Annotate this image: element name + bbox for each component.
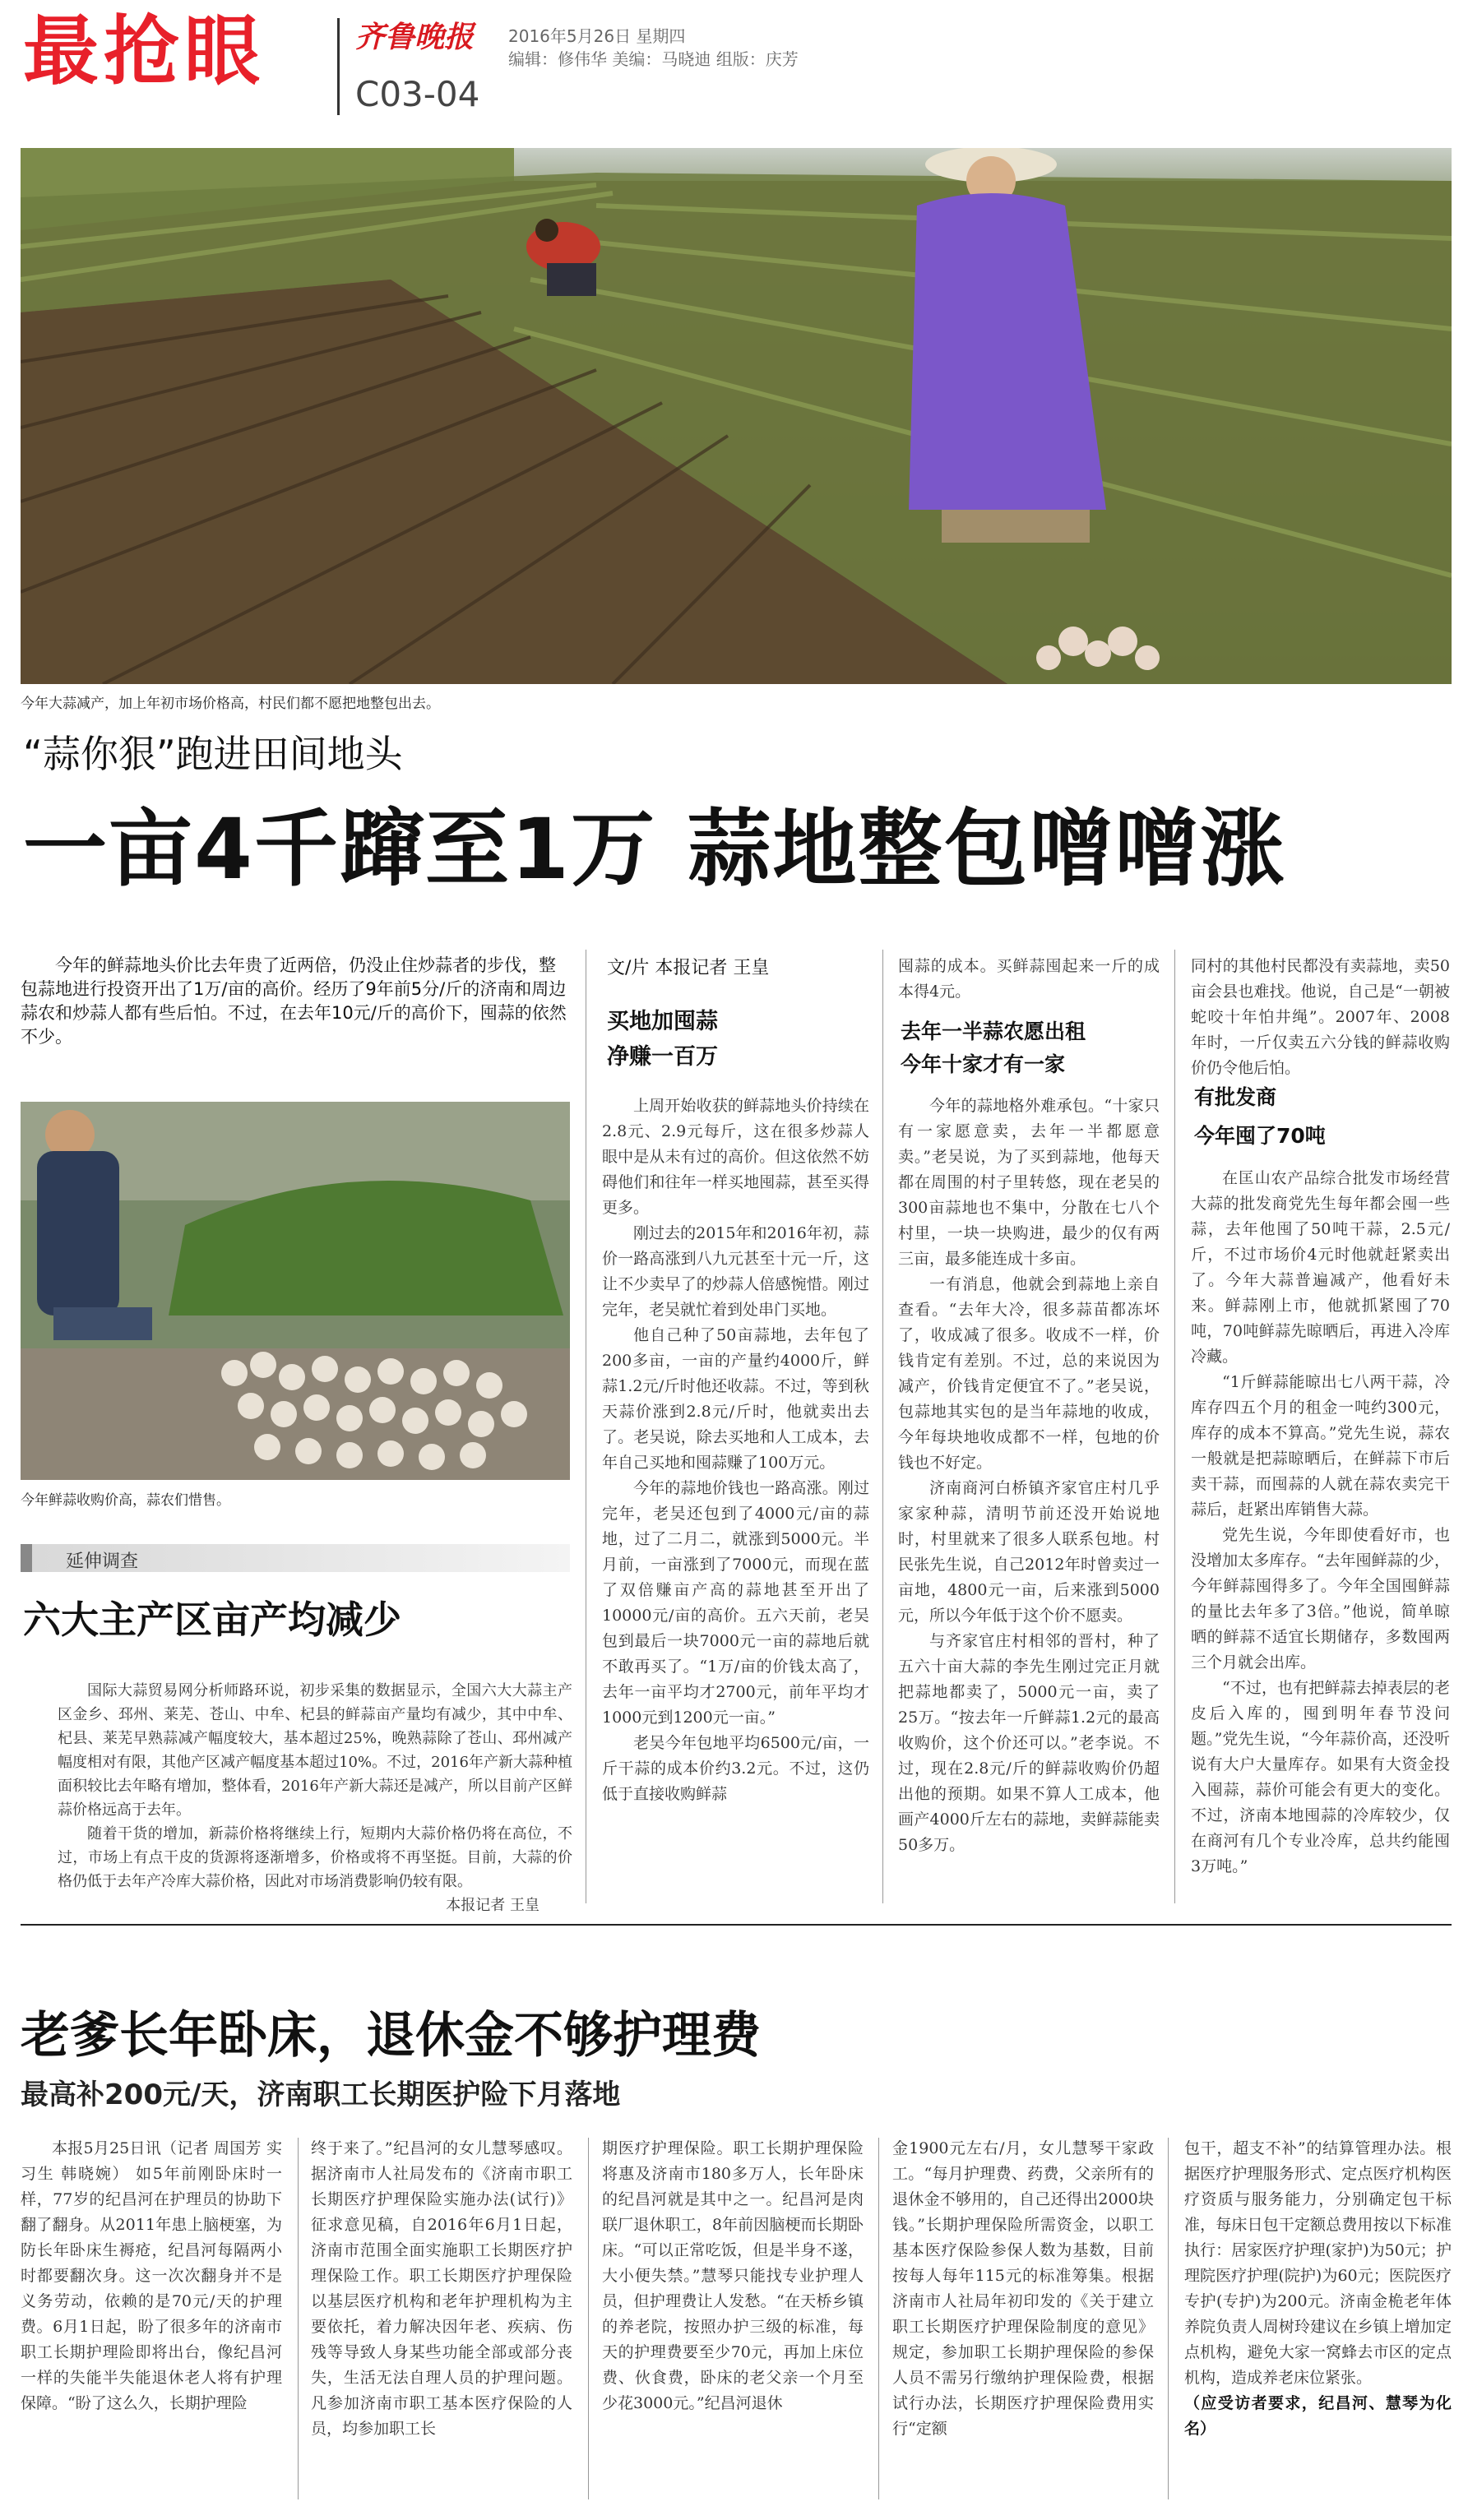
column-3-body [1191, 1166, 1450, 1906]
kicker: “蒜你狠”跑进田间地头 [23, 732, 403, 776]
pseudonym-note: （应受访者要求，纪昌河、慧琴为化名） [1184, 2394, 1452, 2438]
header-divider [337, 18, 340, 115]
issue-date: 2016年5月26日 星期四 [508, 26, 686, 46]
farmer-illustration [21, 1102, 570, 1480]
subhead-3b: 今年囤了70吨 [1194, 1124, 1326, 1148]
subhead-3: 有批发商 [1194, 1085, 1277, 1109]
paragraph: 囤蒜的成本。买鲜蒜囤起来一斤的成本得4元。 [898, 957, 1160, 1001]
newspaper-logo: 齐鲁晚报 [355, 20, 475, 54]
editor-credits: 编辑：修伟华 美编：马晓迪 组版：庆芳 [508, 49, 799, 69]
main-photo-garlic-field [21, 148, 1452, 684]
paragraph: 本报5月25日讯（记者 周国芳 实习生 韩晓婉） 如5年前刚卧床时一样，77岁的纪昌河在护理员的协助下翻了翻身。从2011年患上脑梗塞，为防长年卧床生褥疮，纪昌河每隔两小时都要翻次身。这一次次翻身并不是义务劳动，依赖的是70元/天的护理费。6月1日起，盼了很多年的济南市职工长期护理险即将出台，像纪昌河一样的失能半失能退休老人将有护理保障。“盼了这么久，长期护理险 [21, 2139, 282, 2412]
paragraph: 在匡山农产品综合批发市场经营大蒜的批发商党先生每年都会囤一些蒜，去年他囤了50吨干蒜，2.5元/斤，不过市场价4元时他就赶紧卖出了。今年大蒜普遍减产，他看好未来。鲜蒜刚上市，他就抓紧囤了70吨，70吨鲜蒜先晾晒后，再进入冷库冷藏。 [1191, 1169, 1450, 1366]
paragraph: “1斤鲜蒜能晾出七八两干蒜，冷库存四五个月的租金一吨约300元，库存的成本不算高。”党先生说，蒜农一般就是把蒜晾晒后，在鲜蒜下市后卖干蒜，而囤蒜的人就在蒜农卖完干蒜后，赶紧出库销售大蒜。 [1191, 1373, 1450, 1519]
column-rule [298, 2138, 299, 2499]
second-column-3 [602, 2136, 864, 2498]
subhead-1: 买地加囤蒜 [607, 1009, 718, 1034]
paragraph: 今年的蒜地价钱也一路高涨。刚过完年，老吴还包到了4000元/亩的蒜地，过了二月二，就涨到5000元。半月前，一亩涨到了7000元，而现在蓝了双倍赚亩产高的蒜地甚至开出了10000元/亩的高价。五六天前，老吴包到最后一块7000元一亩的蒜地后就不敢再买了。“1万/亩的价钱太高了，去年一亩平均才2700元，前年平均才1000元到1200元一亩。” [602, 1479, 869, 1727]
field-illustration [21, 148, 1452, 684]
column-rule [1168, 2138, 1169, 2499]
side-paragraph: 国际大蒜贸易网分析师路环说，初步采集的数据显示，全国六大大蒜主产区金乡、邳州、莱芜、苍山、中牟、杞县的鲜蒜亩产量均有减少，其中中牟、杞县、莱芜早熟蒜减产幅度较大，基本超过25%，晚熟蒜除了苍山、邳州减产幅度相对有限，其他产区减产幅度基本超过10%。不过，2016年产新大蒜种植面积较比去年略有增加，整体看，2016年产新大蒜还是减产，所以目前产区鲜蒜价格远高于去年。 [58, 1682, 572, 1819]
side-story-body [58, 1679, 572, 1917]
column-rule [882, 950, 883, 1903]
subhead-2b: 今年十家才有一家 [901, 1052, 1066, 1076]
photo-farmer-with-garlic [21, 1102, 570, 1480]
column-rule [878, 2138, 879, 2499]
second-headline: 老爹长年卧床，退休金不够护理费 [21, 2007, 761, 2065]
page-number: C03-04 [355, 74, 480, 114]
main-headline: 一亩4千蹿至1万 蒜地整包噌噌涨 [23, 801, 1286, 899]
extension-bar-marker [21, 1544, 32, 1572]
paragraph: 刚过去的2015年和2016年初，蒜价一路高涨到八九元甚至十元一斤，这让不少卖早了的炒蒜人倍感惋惜。刚过完年，老吴就忙着到处串门买地。 [602, 1224, 869, 1319]
side-byline: 本报记者 王皇 [446, 1897, 540, 1914]
paragraph: 与齐家官庄村相邻的晋村，种了五六十亩大蒜的李先生刚过完正月就把蒜地都卖了，5000元一亩，卖了25万。“按去年一斤鲜蒜1.2元的最高收购价，这个价还可以。”老李说。不过，现在2.8元/斤的鲜蒜收购价仍超出他的预期。如果不算人工成本，他画产4000斤左右的蒜地，卖鲜蒜能卖50多万。 [898, 1632, 1160, 1854]
paragraph: 上周开始收获的鲜蒜地头价持续在2.8元、2.9元每斤，这在很多炒蒜人眼中是从未有过的高价。但这依然不妨碍他们和往年一样买地囤蒜，甚至买得更多。 [602, 1097, 869, 1217]
paragraph: 今年的蒜地格外难承包。“十家只有一家愿意卖，去年一半都愿意卖。”老吴说，为了买到蒜地，他每天都在周围的村子里转悠，现在老吴的300亩蒜地也不集中，分散在七八个村里，一块一块购进，最少的仅有两三亩，最多能连成十多亩。 [898, 1097, 1160, 1268]
paragraph: 老吴今年包地平均6500元/亩，一斤干蒜的成本价约3.2元。不过，这仍低于直接收购鲜蒜 [602, 1734, 869, 1803]
column-1-body [602, 1094, 869, 1907]
paragraph: 包干，超支不补”的结算管理办法。根据医疗护理服务形式、定点医疗机构医疗资质与服务能力，分别确定包干标准，每床日包干定额总费用按以下标准执行：居家医疗护理(家护)为50元；护理院医疗护理(院护)为60元；医院医疗专护(专护)为200元。济南金桅老年体养院负责人周树玲建议在乡镇上增加定点机构，避免大家一窝蜂去市区的定点机构，造成养老床位紧张。 [1184, 2139, 1452, 2387]
paragraph: 一有消息，他就会到蒜地上亲自查看。“去年大冷，很多蒜苗都冻坏了，收成减了很多。收成不一样，价钱肯定有差别。不过，总的来说因为减产，价钱肯定便宜不了。”老吴说，包蒜地其实包的是当年蒜地的收成，今年每块地收成都不一样，包地的价钱也不好定。 [898, 1275, 1160, 1472]
photo2-caption: 今年鲜蒜收购价高，蒜农们惜售。 [21, 1492, 230, 1509]
second-subheadline: 最高补200元/天，济南职工长期医护险下月落地 [21, 2078, 621, 2111]
column-2-top [898, 954, 1160, 1005]
paragraph: 终于来了。”纪昌河的女儿慧琴感叹。据济南市人社局发布的《济南市职工长期医疗护理保险实施办法(试行)》征求意见稿，自2016年6月1日起，济南市范围全面实施职工长期医疗护理保险工作。职工长期医疗护理保险以基层医疗机构和老年护理机构为主要依托，着力解决因年老、疾病、伤残等导致人身某些功能全部或部分丧失，生活无法自理人员的护理问题。凡参加济南市职工基本医疗保险的人员，均参加职工长 [311, 2139, 572, 2438]
side-paragraph: 随着干货的增加，新蒜价格将继续上行，短期内大蒜价格仍将在高位，不过，市场上有点干皮的货源将逐渐增多，价格或将不再坚挺。目前，大蒜的价格仍低于去年产冷库大蒜价格，因此对市场消费影响仍较有限。 [58, 1825, 572, 1890]
column-rule [588, 2138, 589, 2499]
paragraph: 期医疗护理保险。职工长期护理保险将惠及济南市180多万人，长年卧床的纪昌河就是其中之一。纪昌河是肉联厂退休职工，8年前因脑梗而长期卧床。“可以正常吃饭，但是半身不遂，大小便失禁。”慧琴只能找专业护理人员，但护理费让人发愁。“在天桥乡镇的养老院，按照办护三级的标准，每天的护理费要至少70元，再加上床位费、伙食费，卧床的老父亲一个月至少花3000元。”纪昌河退休 [602, 2139, 864, 2412]
extension-label: 延伸调查 [66, 1551, 139, 1572]
paragraph: 党先生说，今年即使看好市，也没增加太多库存。“去年囤鲜蒜的少，今年鲜蒜囤得多了。今年全国囤鲜蒜的量比去年多了3倍。”他说，简单晾晒的鲜蒜不适宜长期储存，多数囤两三个月就会出库。 [1191, 1526, 1450, 1672]
column-rule [1174, 950, 1175, 1903]
section-title: 最抢眼 [23, 7, 266, 95]
lead-paragraph: 今年的鲜蒜地头价比去年贵了近两倍，仍没止住炒蒜者的步伐，整包蒜地进行投资开出了1万/亩的高价。经历了9年前5分/斤的济南和周边蒜农和炒蒜人都有些后怕。不过，在去年10元/斤的高价下，囤蒜的依然不少。 [21, 955, 567, 1047]
subhead-2: 去年一半蒜农愿出租 [901, 1020, 1086, 1043]
paragraph: 金1900元左右/月，女儿慧琴干家政工。“每月护理费、药费，父亲所有的退休金不够用的，自己还得出2000块钱。”长期护理保险所需资金，以职工基本医疗保险参保人数为基数，目前按每人每年115元的标准筹集。根据济南市人社局年初印发的《关于建立职工长期医疗护理保险制度的意见》规定，参加职工长期护理保险的参保人员不需另行缴纳护理保险费，根据试行办法，长期医疗护理保险费用实行“定额 [892, 2139, 1154, 2438]
side-headline: 六大主产区亩产均减少 [23, 1598, 401, 1642]
column-3-top [1191, 954, 1450, 1081]
paragraph: 同村的其他村民都没有卖蒜地，卖50亩会县也难找。他说，自己是“一朝被蛇咬十年怕井绳”。2007年、2008年时，一斤仅卖五六分钱的鲜蒜收购价仍令他后怕。 [1191, 957, 1450, 1077]
second-column-5 [1184, 2136, 1452, 2498]
paragraph: 济南商河白桥镇齐家官庄村几乎家家种蒜，清明节前还没开始说地时，村里就来了很多人联系包地。村民张先生说，自己2012年时曾卖过一亩地，4800元一亩，后来涨到5000元，所以今年低于这个价不愿卖。 [898, 1479, 1160, 1625]
paragraph: 他自己种了50亩蒜地，去年包了200多亩，一亩的产量约4000斤，鲜蒜1.2元/斤时他还收蒜。不过，等到秋天蒜价涨到2.8元/斤时，他就卖出去了。老吴说，除去买地和人工成本，去年自己买地和囤蒜赚了100万元。 [602, 1326, 869, 1472]
main-photo-caption: 今年大蒜减产，加上年初市场价格高，村民们都不愿把地整包出去。 [21, 696, 440, 712]
section-divider [21, 1924, 1452, 1926]
second-column-1 [21, 2136, 282, 2498]
subhead-1b: 净赚一百万 [607, 1044, 718, 1070]
second-column-2 [311, 2136, 572, 2498]
byline: 文/片 本报记者 王皇 [607, 958, 770, 978]
paragraph: “不过，也有把鲜蒜去掉表层的老皮后入库的，囤到明年春节没问题。”党先生说，“今年蒜价高，还没听说有大户大量库存。如果有大资金投入囤蒜，蒜价可能会有更大的变化。不过，济南本地囤蒜的冷库较少，仅在商河有几个专业冷库，总共约能囤3万吨。” [1191, 1679, 1450, 1875]
second-column-4 [892, 2136, 1154, 2498]
column-2-body [898, 1094, 1160, 1907]
